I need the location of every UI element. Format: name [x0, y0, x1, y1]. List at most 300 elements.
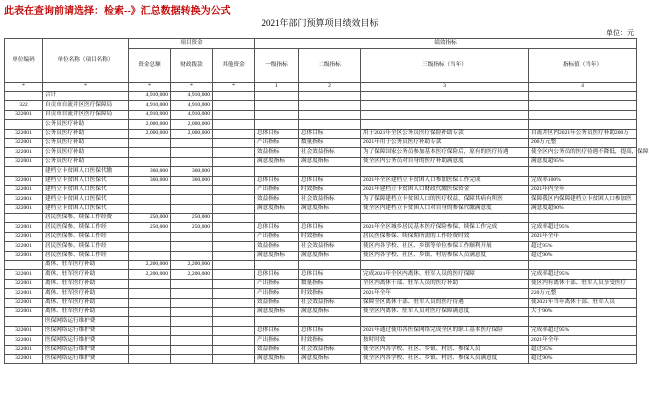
cell-level3[interactable]: 居民医保参保、续保期所需的工作经费时效 [361, 232, 529, 241]
header-star-4: * [171, 83, 213, 92]
cell-fiscal-funds[interactable] [171, 204, 213, 213]
cell-level1[interactable]: 满意度指标 [255, 354, 299, 363]
cell-unit-code[interactable]: 322001 [5, 242, 43, 251]
cell-fiscal-funds[interactable]: 250,000 [171, 223, 213, 232]
cell-level2[interactable]: 社会效益指标 [299, 242, 361, 251]
cell-level3[interactable]: 使全区内各学校、社区、乡镇、村居、参保人员 [361, 345, 529, 354]
cell-level3[interactable]: 按时时效 [361, 336, 529, 345]
cell-other-funds[interactable] [213, 261, 255, 270]
cell-level3[interactable]: 使区内各学校、社区、乡镇、村居参保人员满意度 [361, 251, 529, 260]
cell-target-value[interactable]: 超过90% [529, 354, 637, 363]
cell-target-value[interactable]: 完成率100% [529, 176, 637, 185]
cell-target-value[interactable]: 完成率超过95% [529, 270, 637, 279]
cell-level1[interactable]: 效益指标 [255, 298, 299, 307]
table-row[interactable] [5, 261, 637, 270]
cell-total-funds[interactable] [129, 279, 171, 288]
cell-level1[interactable]: 总体目标 [255, 326, 299, 335]
cell-total-funds[interactable] [129, 345, 171, 354]
cell-unit-code[interactable] [5, 120, 43, 129]
cell-level1[interactable] [255, 110, 299, 119]
cell-level1[interactable]: 效益指标 [255, 345, 299, 354]
cell-unit-name[interactable]: 公务员医疗补助 [43, 157, 129, 166]
table-row[interactable] [5, 204, 637, 213]
cell-unit-name[interactable]: 建档立卡贫困人口医保代 [43, 176, 129, 185]
cell-level2[interactable]: 总体目标 [299, 223, 361, 232]
header-star-5: * [213, 83, 255, 92]
cell-fiscal-funds[interactable]: 2,000,000 [171, 120, 213, 129]
cell-level1[interactable] [255, 101, 299, 110]
cell-other-funds[interactable] [213, 317, 255, 326]
table-row[interactable] [5, 120, 637, 129]
cell-level2[interactable]: 社会效益指标 [299, 195, 361, 204]
cell-target-value[interactable] [529, 261, 637, 270]
cell-level2[interactable] [299, 261, 361, 270]
cell-unit-name[interactable]: 自贡市自流井区医疗保障局 [43, 110, 129, 119]
cell-unit-code[interactable]: 322001 [5, 279, 43, 288]
cell-level2[interactable]: 社会效益指标 [299, 148, 361, 157]
cell-target-value[interactable]: 使区内有离休干部、驻军人员享受医疗 [529, 279, 637, 288]
cell-target-value[interactable]: 使全区内公务员的医疗待遇不降低，提高，保障 [529, 148, 637, 157]
cell-level2[interactable]: 时效指标 [299, 336, 361, 345]
cell-other-funds[interactable] [213, 279, 255, 288]
cell-fiscal-funds[interactable]: 2,200,000 [171, 270, 213, 279]
cell-unit-code[interactable] [5, 167, 43, 176]
cell-target-value[interactable]: 满意度超95% [529, 157, 637, 166]
cell-level2[interactable]: 社会效益指标 [299, 345, 361, 354]
table-row[interactable] [5, 298, 637, 307]
cell-level1[interactable]: 满意度指标 [255, 157, 299, 166]
cell-level1[interactable] [255, 214, 299, 223]
cell-target-value[interactable]: 大于90% [529, 307, 637, 316]
cell-total-funds[interactable]: 2,200,000 [129, 261, 171, 270]
cell-fiscal-funds[interactable] [171, 336, 213, 345]
cell-level3[interactable]: 2021年用于公务员医疗补助专款 [361, 138, 529, 147]
cell-unit-name[interactable]: 离休、驻军医疗补助 [43, 289, 129, 298]
cell-total-funds[interactable] [129, 289, 171, 298]
cell-level3[interactable]: 2021年建档立卡贫困人口财政代缴医保资金 [361, 185, 529, 194]
cell-unit-name[interactable]: 建档立卡贫困人口医保代缴 [43, 167, 129, 176]
cell-level3[interactable] [361, 120, 529, 129]
cell-unit-name[interactable]: 自贡市自流井区医疗保障局 [43, 101, 129, 110]
table-row[interactable] [5, 176, 637, 185]
cell-unit-code[interactable] [5, 317, 43, 326]
cell-level3[interactable]: 为了保障建档立卡贫困人口的医疗权益，保障其病有所医 [361, 195, 529, 204]
table-row[interactable] [5, 138, 637, 147]
cell-level1[interactable]: 产出指标 [255, 289, 299, 298]
cell-level2[interactable]: 总体目标 [299, 326, 361, 335]
cell-other-funds[interactable] [213, 232, 255, 241]
header-row-3 [5, 83, 637, 92]
cell-unit-code[interactable]: 322001 [5, 148, 43, 157]
cell-unit-name[interactable]: 居民医保参、续保工作经 [43, 251, 129, 260]
cell-total-funds[interactable] [129, 336, 171, 345]
table-row[interactable] [5, 251, 637, 260]
cell-other-funds[interactable] [213, 148, 255, 157]
header-level1: 一级指标 [255, 49, 299, 83]
header-total-funds: 资金总额 [129, 49, 171, 83]
cell-target-value[interactable]: 自流井区内2021年公务员医疗补助200万 [529, 129, 637, 138]
cell-level3[interactable] [361, 92, 529, 101]
cell-unit-name[interactable]: 离休、驻军医疗补助 [43, 270, 129, 279]
table-row[interactable] [5, 167, 637, 176]
cell-unit-code[interactable]: 322001 [5, 157, 43, 166]
cell-unit-name[interactable]: 医保网络运行维护费 [43, 336, 129, 345]
cell-level3[interactable]: 保障全区离休干部、驻军人员的医疗待遇 [361, 298, 529, 307]
cell-unit-name[interactable]: 建档立卡贫困人口医保代 [43, 195, 129, 204]
query-notice: 此表在查询前请选择：检索--》汇总数据转换为公式 [4, 6, 231, 17]
cell-target-value[interactable]: 2021年内全年 [529, 185, 637, 194]
cell-level1[interactable]: 满意度指标 [255, 204, 299, 213]
cell-level3[interactable]: 为了保障国家公务员参加基本医疗保险后，原有的医疗待遇 [361, 148, 529, 157]
cell-unit-code[interactable]: 322001 [5, 345, 43, 354]
cell-total-funds[interactable]: 2,000,000 [129, 120, 171, 129]
cell-fiscal-funds[interactable]: 250,000 [171, 214, 213, 223]
cell-unit-code[interactable] [5, 261, 43, 270]
cell-other-funds[interactable] [213, 204, 255, 213]
cell-other-funds[interactable] [213, 176, 255, 185]
cell-unit-code[interactable] [5, 214, 43, 223]
cell-target-value[interactable] [529, 120, 637, 129]
cell-level1[interactable] [255, 120, 299, 129]
cell-other-funds[interactable] [213, 223, 255, 232]
cell-target-value[interactable]: 保障我区内保障建档立卡贫困人口参加医 [529, 195, 637, 204]
cell-fiscal-funds[interactable] [171, 289, 213, 298]
cell-unit-name[interactable]: 医保网络运行维护费 [43, 345, 129, 354]
cell-other-funds[interactable] [213, 298, 255, 307]
table-row[interactable] [5, 232, 637, 241]
table-row[interactable] [5, 214, 637, 223]
cell-level2[interactable]: 社会效益指标 [299, 298, 361, 307]
table-row[interactable] [5, 129, 637, 138]
cell-level2[interactable]: 总体目标 [299, 270, 361, 279]
cell-level3[interactable]: 2021年全区建档立卡贫困人口参加医保工作完成 [361, 176, 529, 185]
cell-level2[interactable]: 满意度指标 [299, 251, 361, 260]
cell-level3[interactable]: 2021年通过使用各医保网络完成全区的职工基本医疗保险 [361, 326, 529, 335]
cell-fiscal-funds[interactable]: 4,910,000 [171, 101, 213, 110]
cell-target-value[interactable] [529, 317, 637, 326]
cell-fiscal-funds[interactable]: 2,200,000 [171, 261, 213, 270]
cell-unit-code[interactable]: 322001 [5, 336, 43, 345]
table-row[interactable] [5, 317, 637, 326]
cell-level2[interactable]: 满意度指标 [299, 157, 361, 166]
cell-unit-code[interactable]: 322001 [5, 232, 43, 241]
cell-target-value[interactable]: 200万元整 [529, 138, 637, 147]
cell-unit-name[interactable]: 居民医保参、续保工作经 [43, 223, 129, 232]
cell-target-value[interactable]: 2021年全年 [529, 336, 637, 345]
cell-level3[interactable] [361, 167, 529, 176]
cell-target-value[interactable] [529, 101, 637, 110]
cell-level1[interactable]: 效益指标 [255, 242, 299, 251]
cell-unit-code[interactable]: 322001 [5, 270, 43, 279]
cell-total-funds[interactable] [129, 204, 171, 213]
cell-total-funds[interactable] [129, 298, 171, 307]
cell-level2[interactable]: 总体目标 [299, 129, 361, 138]
cell-level1[interactable] [255, 92, 299, 101]
cell-other-funds[interactable] [213, 195, 255, 204]
cell-total-funds[interactable] [129, 195, 171, 204]
cell-other-funds[interactable] [213, 270, 255, 279]
cell-target-value[interactable]: 使2021年当年离休干部、驻军人员 [529, 298, 637, 307]
cell-unit-code[interactable]: 322001 [5, 354, 43, 363]
cell-other-funds[interactable] [213, 326, 255, 335]
cell-unit-name[interactable]: 公务员医疗补助 [43, 138, 129, 147]
cell-level1[interactable] [255, 261, 299, 270]
cell-total-funds[interactable]: 4,910,000 [129, 92, 171, 101]
performance-table [4, 38, 649, 364]
cell-fiscal-funds[interactable] [171, 242, 213, 251]
table-row[interactable] [5, 223, 637, 232]
cell-total-funds[interactable] [129, 307, 171, 316]
cell-unit-name[interactable]: 公务员医疗补助 [43, 148, 129, 157]
cell-level2[interactable] [299, 214, 361, 223]
cell-fiscal-funds[interactable] [171, 307, 213, 316]
cell-fiscal-funds[interactable]: 4,910,000 [171, 92, 213, 101]
cell-total-funds[interactable] [129, 326, 171, 335]
cell-total-funds[interactable] [129, 251, 171, 260]
cell-level3[interactable]: 使全区内离休、驻军人员对医疗保障满意度 [361, 307, 529, 316]
cell-target-value[interactable]: 超过90% [529, 251, 637, 260]
cell-other-funds[interactable] [213, 110, 255, 119]
cell-level3[interactable]: 使全区内公务员对自身的医疗补助满意度 [361, 157, 529, 166]
cell-fiscal-funds[interactable]: 4,910,000 [171, 110, 213, 119]
cell-total-funds[interactable]: 360,000 [129, 167, 171, 176]
cell-unit-name[interactable]: 居民医保参、续保工作经 [43, 232, 129, 241]
cell-level2[interactable]: 时效指标 [299, 232, 361, 241]
cell-other-funds[interactable] [213, 92, 255, 101]
cell-other-funds[interactable] [213, 214, 255, 223]
cell-other-funds[interactable] [213, 185, 255, 194]
cell-unit-code[interactable]: 322001 [5, 204, 43, 213]
cell-level1[interactable]: 总体目标 [255, 176, 299, 185]
cell-target-value[interactable]: 完成率超过95% [529, 326, 637, 335]
cell-target-value[interactable] [529, 214, 637, 223]
cell-level3[interactable]: 2021年全区城乡居民基本医疗保险参保、续保工作完成 [361, 223, 529, 232]
cell-level3[interactable] [361, 101, 529, 110]
cell-other-funds[interactable] [213, 101, 255, 110]
cell-level3[interactable]: 完成2021年全区内离休、驻军人员的医疗保障 [361, 270, 529, 279]
header-unit-name: 单位名称（项目名称） [43, 39, 129, 83]
cell-total-funds[interactable]: 360,000 [129, 176, 171, 185]
cell-fiscal-funds[interactable] [171, 345, 213, 354]
cell-level3[interactable]: 使全区内各学校、社区、乡镇、村居、参保人员满意度 [361, 354, 529, 363]
cell-total-funds[interactable]: 2,000,000 [129, 129, 171, 138]
cell-unit-code[interactable]: 322001 [5, 176, 43, 185]
table-row[interactable] [5, 185, 637, 194]
table-row[interactable] [5, 242, 637, 251]
cell-fiscal-funds[interactable]: 360,000 [171, 176, 213, 185]
cell-total-funds[interactable] [129, 138, 171, 147]
cell-total-funds[interactable]: 2,200,000 [129, 270, 171, 279]
cell-unit-code[interactable]: 322001 [5, 289, 43, 298]
cell-fiscal-funds[interactable] [171, 354, 213, 363]
cell-other-funds[interactable] [213, 307, 255, 316]
cell-level1[interactable]: 总体目标 [255, 129, 299, 138]
cell-target-value[interactable]: 220万元整 [529, 289, 637, 298]
cell-fiscal-funds[interactable] [171, 298, 213, 307]
cell-unit-name[interactable]: 公务员医疗补助 [43, 120, 129, 129]
cell-total-funds[interactable] [129, 185, 171, 194]
cell-total-funds[interactable]: 4,910,000 [129, 110, 171, 119]
cell-unit-code[interactable]: 322001 [5, 307, 43, 316]
table-row[interactable] [5, 354, 637, 363]
table-row[interactable] [5, 110, 637, 119]
cell-level1[interactable]: 产出指标 [255, 138, 299, 147]
cell-unit-code[interactable]: 322001 [5, 195, 43, 204]
table-row[interactable] [5, 279, 637, 288]
cell-level2[interactable]: 数量指标 [299, 279, 361, 288]
cell-target-value[interactable]: 超过95% [529, 345, 637, 354]
cell-unit-code[interactable]: 322001 [5, 298, 43, 307]
cell-level1[interactable]: 满意度指标 [255, 307, 299, 316]
cell-unit-code[interactable]: 322 [5, 101, 43, 110]
cell-unit-name[interactable]: 建档立卡贫困人口医保代 [43, 185, 129, 194]
cell-unit-name[interactable]: 合计 [43, 92, 129, 101]
cell-unit-code[interactable]: 322001 [5, 223, 43, 232]
cell-unit-code[interactable]: 322001 [5, 110, 43, 119]
cell-level1[interactable]: 满意度指标 [255, 251, 299, 260]
cell-level2[interactable] [299, 317, 361, 326]
cell-fiscal-funds[interactable] [171, 195, 213, 204]
cell-total-funds[interactable] [129, 157, 171, 166]
cell-level2[interactable]: 满意度指标 [299, 204, 361, 213]
cell-level3[interactable]: 2021年全年 [361, 289, 529, 298]
table-row[interactable] [5, 326, 637, 335]
cell-level1[interactable] [255, 317, 299, 326]
cell-level2[interactable]: 时效指标 [299, 289, 361, 298]
cell-level2[interactable]: 满意度指标 [299, 354, 361, 363]
header-project-funds: 项目资金 [129, 39, 255, 49]
cell-other-funds[interactable] [213, 242, 255, 251]
cell-target-value[interactable]: 2021年全年 [529, 232, 637, 241]
cell-level3[interactable] [361, 261, 529, 270]
table-row[interactable] [5, 307, 637, 316]
cell-total-funds[interactable]: 4,910,000 [129, 101, 171, 110]
cell-level1[interactable]: 效益指标 [255, 195, 299, 204]
cell-other-funds[interactable] [213, 157, 255, 166]
cell-unit-code[interactable]: 322001 [5, 185, 43, 194]
cell-total-funds[interactable]: 250,000 [129, 223, 171, 232]
cell-target-value[interactable] [529, 92, 637, 101]
cell-level2[interactable] [299, 92, 361, 101]
cell-fiscal-funds[interactable]: 360,000 [171, 167, 213, 176]
cell-unit-code[interactable]: 322001 [5, 251, 43, 260]
cell-level2[interactable] [299, 120, 361, 129]
cell-unit-code[interactable]: 322001 [5, 129, 43, 138]
cell-level3[interactable]: 全区内离休干部、驻军人员的医疗补助 [361, 279, 529, 288]
cell-unit-code[interactable] [5, 92, 43, 101]
cell-unit-name[interactable]: 离休、驻军医疗补助 [43, 279, 129, 288]
cell-other-funds[interactable] [213, 167, 255, 176]
cell-fiscal-funds[interactable] [171, 148, 213, 157]
cell-level3[interactable] [361, 317, 529, 326]
cell-level2[interactable] [299, 110, 361, 119]
cell-unit-name[interactable]: 建档立卡贫困人口医保代 [43, 204, 129, 213]
cell-fiscal-funds[interactable] [171, 251, 213, 260]
cell-other-funds[interactable] [213, 138, 255, 147]
table-row[interactable] [5, 195, 637, 204]
cell-unit-name[interactable]: 离休、驻军医疗补助 [43, 298, 129, 307]
cell-level2[interactable]: 总体目标 [299, 176, 361, 185]
cell-fiscal-funds[interactable] [171, 232, 213, 241]
cell-unit-code[interactable]: 322001 [5, 138, 43, 147]
cell-fiscal-funds[interactable] [171, 185, 213, 194]
cell-unit-name[interactable]: 公务员医疗补助 [43, 129, 129, 138]
cell-unit-code[interactable]: 322001 [5, 326, 43, 335]
cell-other-funds[interactable] [213, 251, 255, 260]
cell-fiscal-funds[interactable] [171, 317, 213, 326]
cell-level1[interactable]: 产出指标 [255, 336, 299, 345]
table-row[interactable] [5, 345, 637, 354]
cell-total-funds[interactable] [129, 148, 171, 157]
cell-level1[interactable] [255, 167, 299, 176]
cell-other-funds[interactable] [213, 289, 255, 298]
cell-level1[interactable]: 产出指标 [255, 185, 299, 194]
cell-total-funds[interactable] [129, 317, 171, 326]
cell-unit-name[interactable]: 医保网络运行维护费 [43, 354, 129, 363]
cell-unit-name[interactable]: 离休、驻军医疗补助 [43, 307, 129, 316]
header-unit-code: 单位编码 [5, 39, 43, 83]
cell-level2[interactable]: 数量指标 [299, 138, 361, 147]
cell-level1[interactable]: 产出指标 [255, 232, 299, 241]
cell-level2[interactable]: 满意度指标 [299, 307, 361, 316]
table-row[interactable] [5, 270, 637, 279]
table-row[interactable] [5, 148, 637, 157]
cell-fiscal-funds[interactable] [171, 138, 213, 147]
cell-total-funds[interactable] [129, 232, 171, 241]
cell-total-funds[interactable]: 250,000 [129, 214, 171, 223]
cell-level3[interactable] [361, 214, 529, 223]
cell-unit-name[interactable]: 居民医保参、续保工作经费 [43, 214, 129, 223]
cell-level2[interactable] [299, 167, 361, 176]
cell-fiscal-funds[interactable] [171, 279, 213, 288]
cell-level3[interactable]: 使全区内建档立卡贫困人口对自身的参保代缴满意度 [361, 204, 529, 213]
cell-target-value[interactable]: 超过95% [529, 242, 637, 251]
cell-target-value[interactable]: 满意度超90% [529, 204, 637, 213]
cell-level2[interactable] [299, 101, 361, 110]
table-row[interactable] [5, 336, 637, 345]
cell-level1[interactable]: 总体目标 [255, 270, 299, 279]
cell-level3[interactable]: 使区内各学校、社区、乡镇等单位参保工作顺利开展 [361, 242, 529, 251]
cell-level2[interactable]: 时效指标 [299, 185, 361, 194]
cell-level1[interactable]: 总体目标 [255, 223, 299, 232]
cell-fiscal-funds[interactable] [171, 326, 213, 335]
cell-other-funds[interactable] [213, 129, 255, 138]
table-row[interactable] [5, 157, 637, 166]
cell-fiscal-funds[interactable] [171, 157, 213, 166]
cell-unit-name[interactable]: 居民医保参、续保工作经 [43, 242, 129, 251]
cell-level3[interactable] [361, 110, 529, 119]
cell-level1[interactable]: 效益指标 [255, 148, 299, 157]
table-row[interactable] [5, 101, 637, 110]
cell-target-value[interactable] [529, 110, 637, 119]
cell-total-funds[interactable] [129, 354, 171, 363]
cell-target-value[interactable] [529, 167, 637, 176]
cell-fiscal-funds[interactable]: 2,000,000 [171, 129, 213, 138]
cell-level1[interactable]: 产出指标 [255, 279, 299, 288]
cell-total-funds[interactable] [129, 242, 171, 251]
cell-other-funds[interactable] [213, 354, 255, 363]
cell-other-funds[interactable] [213, 336, 255, 345]
table-row[interactable] [5, 289, 637, 298]
cell-target-value[interactable]: 完成率超过95% [529, 223, 637, 232]
cell-other-funds[interactable] [213, 345, 255, 354]
cell-level3[interactable]: 用于2021年全区公务员医疗保险补助专款 [361, 129, 529, 138]
cell-unit-name[interactable]: 离休、驻军医疗补助 [43, 261, 129, 270]
cell-unit-name[interactable]: 医保网络运行维护费 [43, 326, 129, 335]
table-row[interactable] [5, 92, 637, 101]
cell-unit-name[interactable]: 医保网络运行维护费 [43, 317, 129, 326]
cell-other-funds[interactable] [213, 120, 255, 129]
